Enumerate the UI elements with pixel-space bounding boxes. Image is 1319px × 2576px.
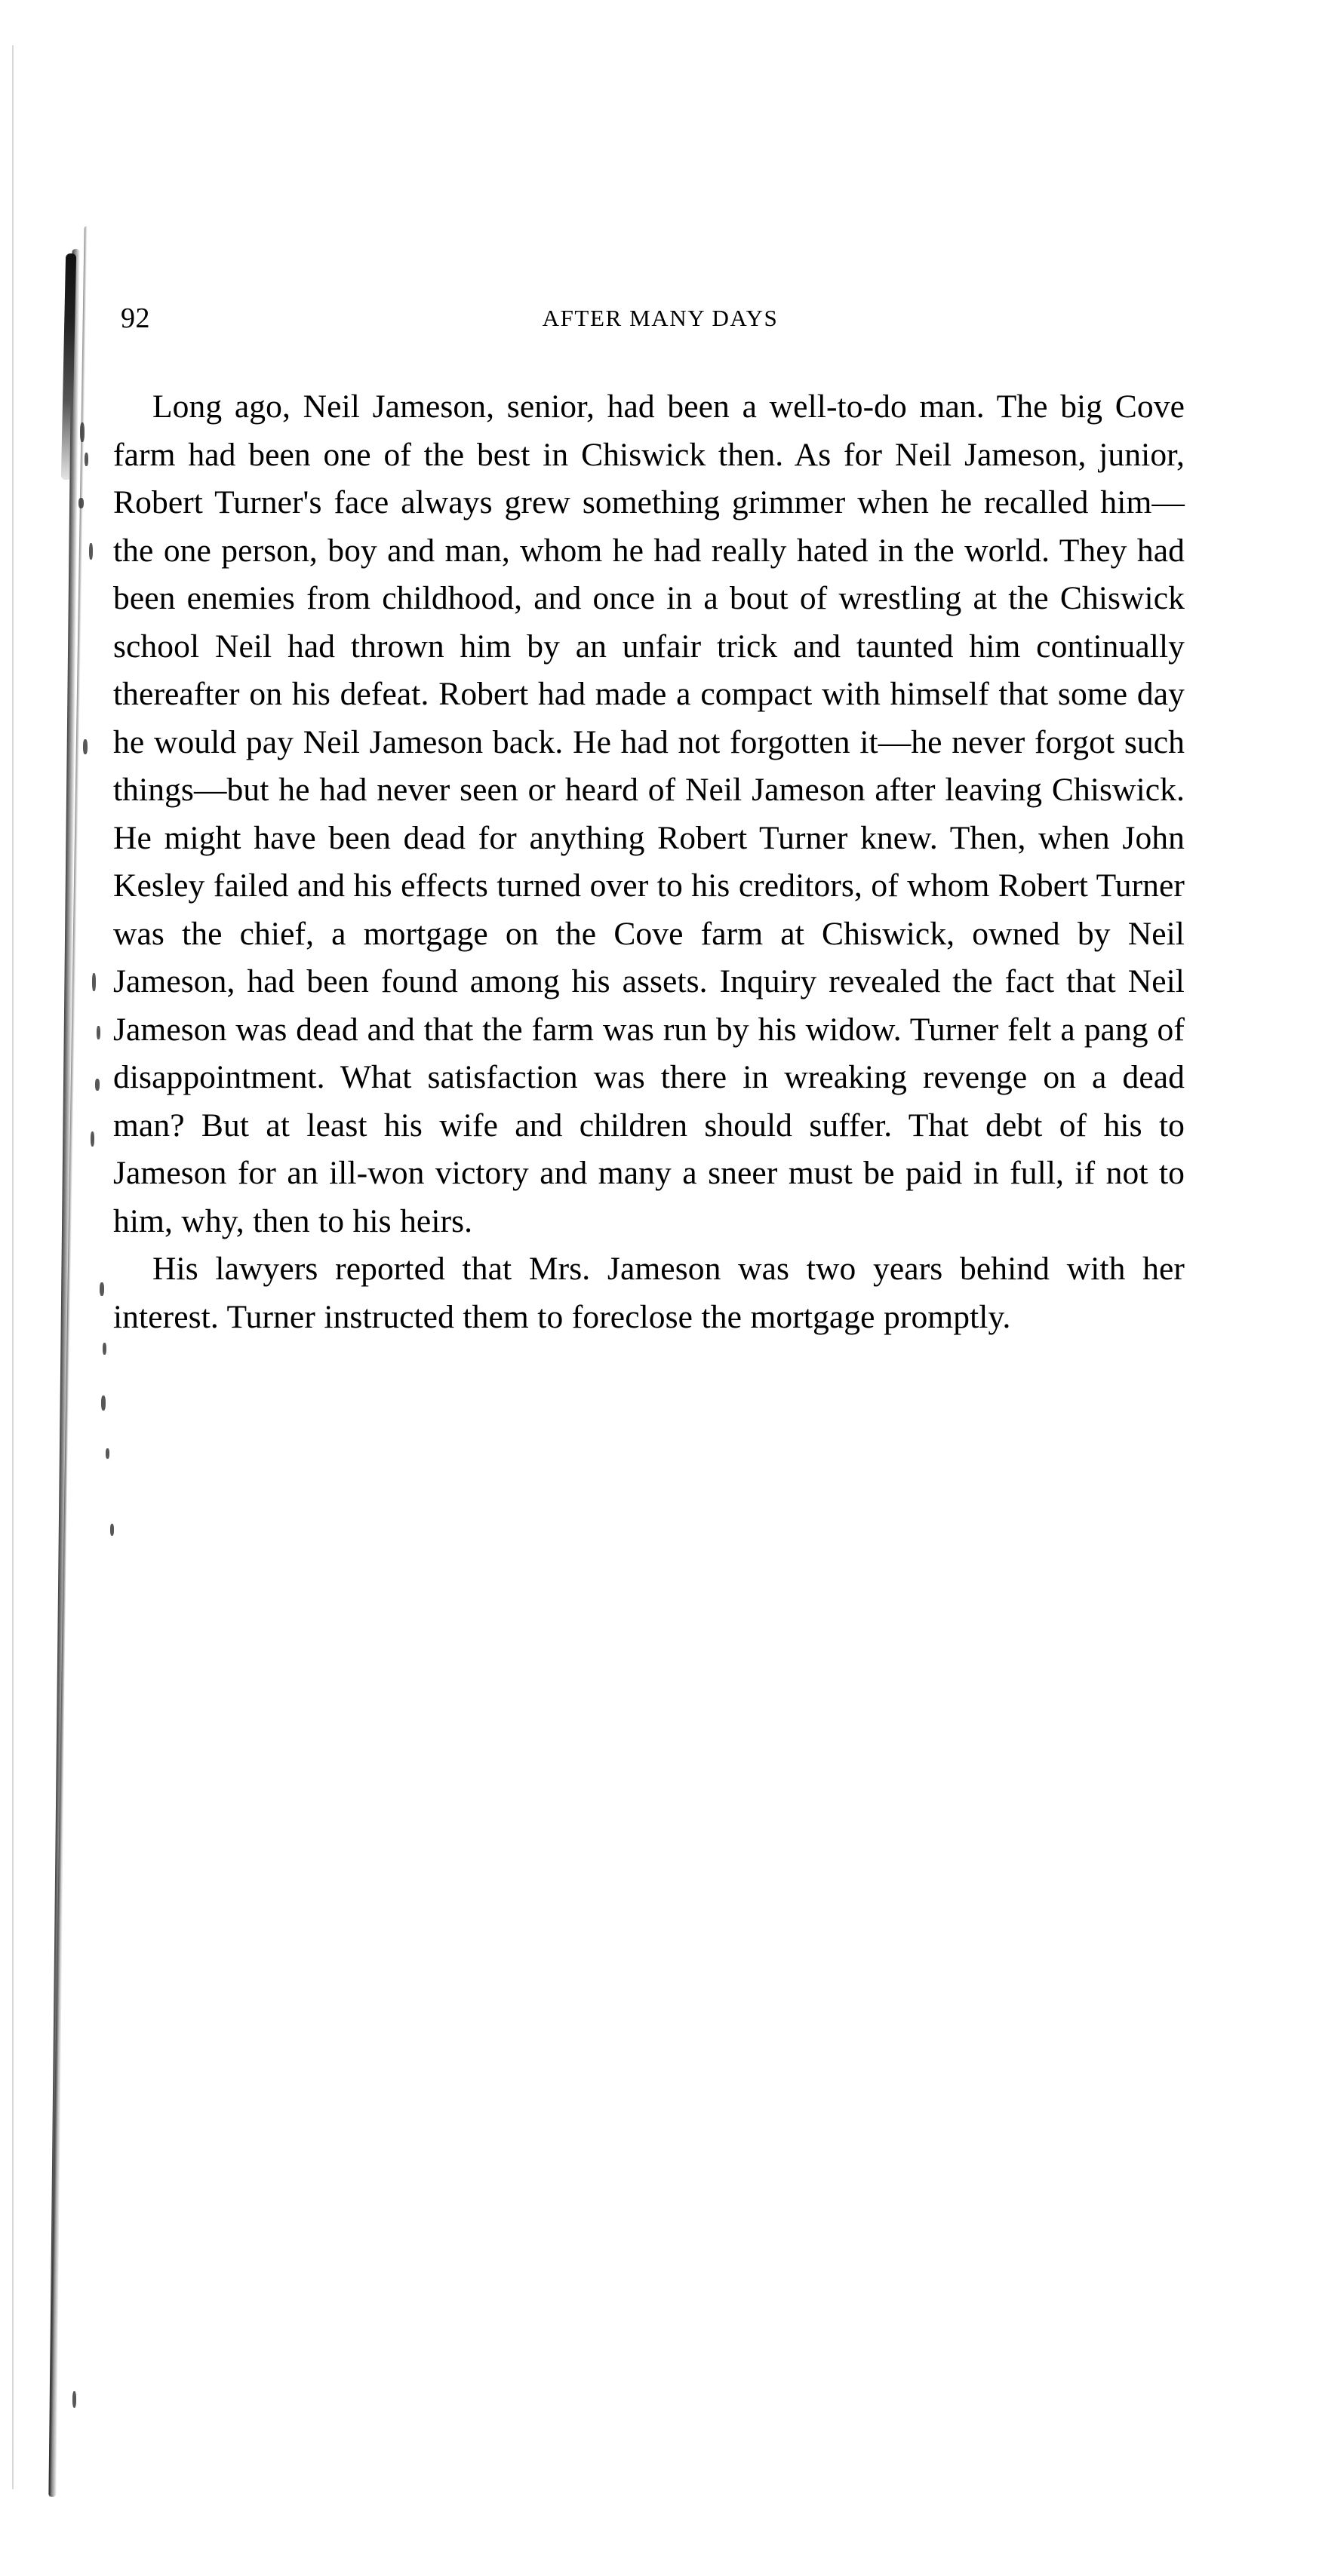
scan-speckle: [95, 1079, 100, 1091]
scan-speckle: [78, 498, 84, 508]
scan-speckle: [97, 1026, 100, 1039]
running-head: [113, 302, 1185, 342]
scan-speckle: [85, 453, 88, 466]
scan-speckle: [101, 1395, 106, 1411]
page-edge-line: [12, 45, 14, 2489]
scan-speckle: [80, 422, 85, 442]
body-text: [113, 383, 1185, 1341]
scan-speckle: [103, 1343, 106, 1355]
paragraph: Long ago, Neil Jameson, senior, had been a well-to-do man. The big Cove farm had been one of the best in Chiswick then. As for Neil Jameson, junior, Robert Turner's face always grew something grimmer when he recalled him—the one person, boy and man, whom he had really hated in the world. They had been enemies from childhood, and once in a bout of wrestling at the Chiswick school Neil had thrown him by an unfair trick and taunted him continually thereafter on his defeat. Robert had made a compact with himself that some day he would pay Neil Jameson back. He had not forgotten it—he never forgot such things—but he had never seen or heard of Neil Jameson after leaving Chiswick. He might have been dead for anything Robert Turner knew. Then, when John Kesley failed and his effects turned over to his creditors, of whom Robert Turner was the chief, a mortgage on the Cove farm at Chiswick, owned by Neil Jameson, had been found among his assets. Inquiry revealed the fact that Neil Jameson was dead and that the farm was run by his widow. Turner felt a pang of disappointment. What satisfaction was there in wreaking revenge on a dead man? But at least his wife and children should suffer. That debt of his to Jameson for an ill-won victory and many a sneer must be paid in full, if not to him, why, then to his heirs.: [113, 388, 1185, 1239]
gutter-shadow-secondary: [48, 226, 87, 2497]
page-number: 92: [121, 302, 150, 334]
scan-speckle: [91, 1131, 94, 1147]
page-content: [113, 302, 1185, 1341]
scan-speckle: [92, 973, 96, 991]
scan-speckle: [83, 739, 88, 754]
scan-speckle: [72, 2391, 76, 2408]
scan-speckle: [89, 543, 93, 560]
scan-speckle: [100, 1282, 104, 1296]
running-head-title: AFTER MANY DAYS: [542, 305, 779, 331]
scan-speckle: [110, 1524, 114, 1536]
paragraph: His lawyers reported that Mrs. Jameson was two years behind with her interest. Turner instructed them to foreclose the mortgage promptly.: [113, 1251, 1185, 1335]
scan-speckle: [106, 1448, 109, 1459]
